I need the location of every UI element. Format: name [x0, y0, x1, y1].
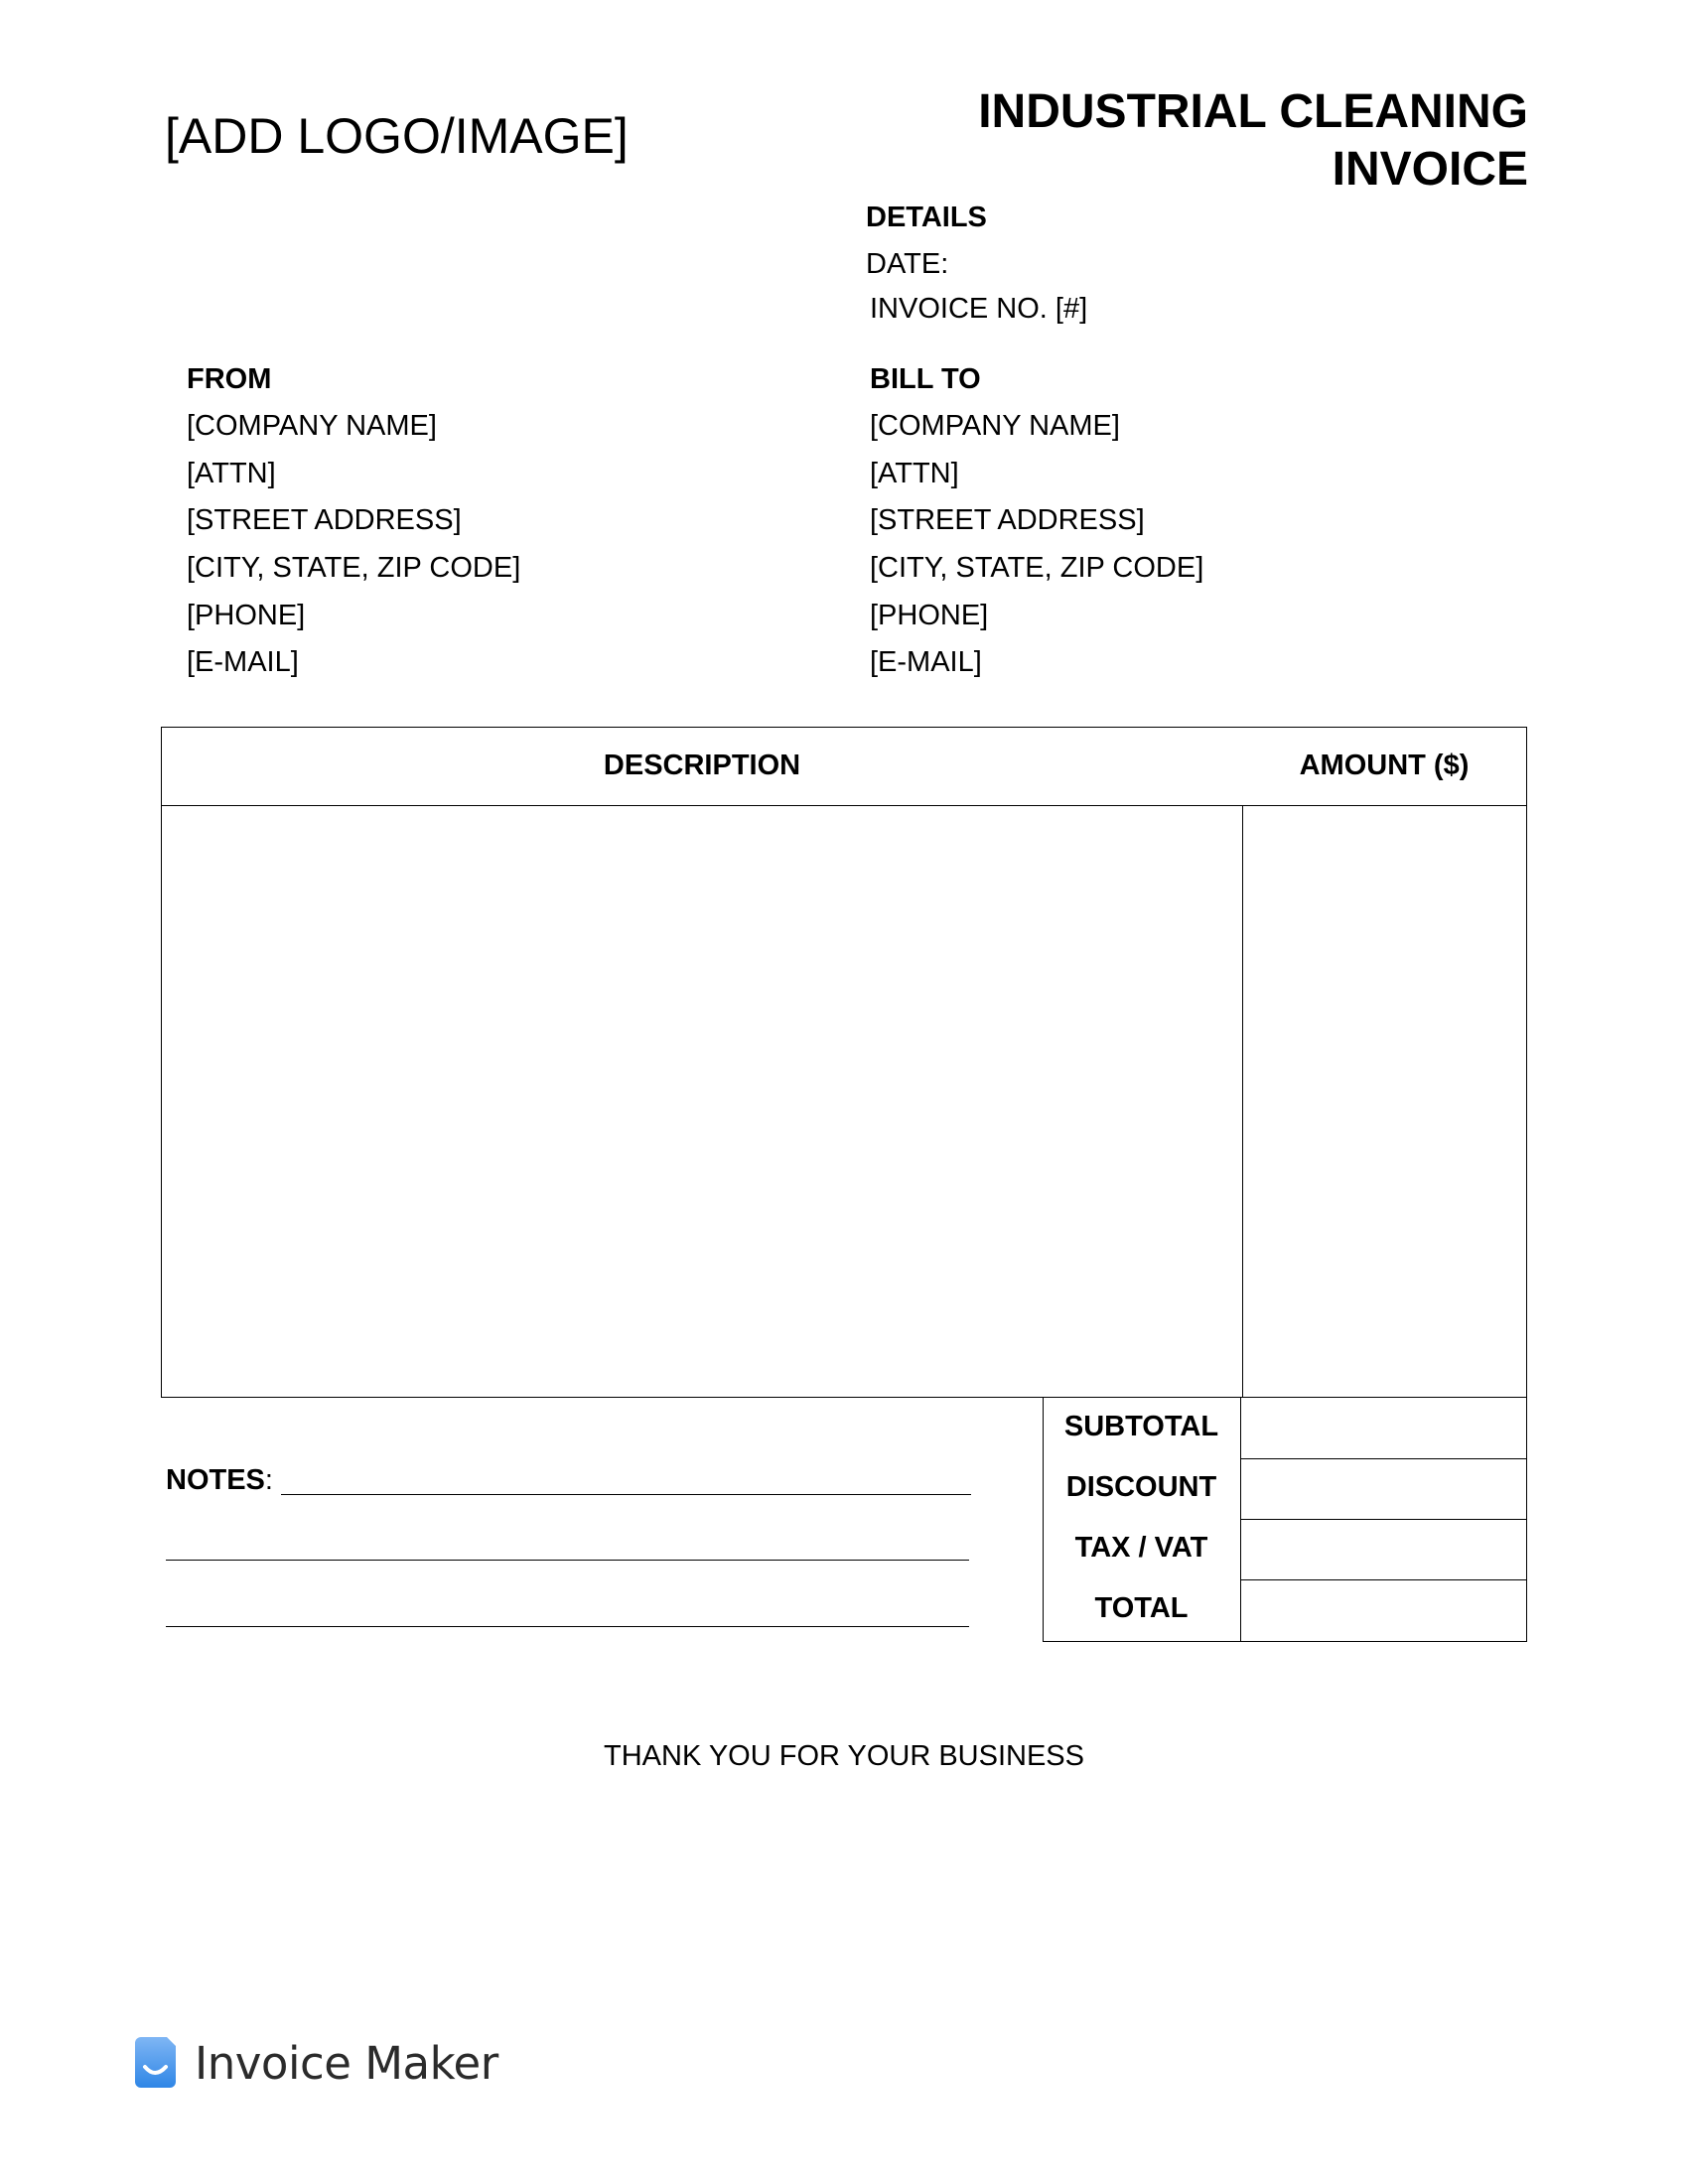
invoice-title-line-2: INVOICE: [1332, 143, 1528, 196]
bill-to-city-state-zip[interactable]: [CITY, STATE, ZIP CODE]: [870, 552, 1204, 584]
description-cell[interactable]: [162, 805, 1242, 1397]
notes-line-1[interactable]: [281, 1494, 971, 1495]
column-divider: [1242, 805, 1243, 1397]
from-street-address[interactable]: [STREET ADDRESS]: [187, 504, 462, 536]
discount-value[interactable]: [1242, 1459, 1527, 1519]
tax-vat-value[interactable]: [1242, 1520, 1527, 1579]
invoice-title-line-1: INDUSTRIAL CLEANING: [978, 85, 1528, 138]
brand-name: Invoice Maker: [195, 2037, 498, 2090]
description-header: DESCRIPTION: [603, 750, 801, 781]
thank-you-message: THANK YOU FOR YOUR BUSINESS: [604, 1740, 1084, 1772]
discount-label: DISCOUNT: [1065, 1471, 1217, 1503]
notes-label-colon: :: [264, 1464, 273, 1496]
line-items-table: [161, 727, 1527, 1398]
bill-to-attn[interactable]: [ATTN]: [870, 458, 959, 489]
total-label: TOTAL: [1094, 1592, 1189, 1624]
logo-placeholder[interactable]: [ADD LOGO/IMAGE]: [165, 108, 629, 164]
from-attn[interactable]: [ATTN]: [187, 458, 276, 489]
subtotal-label: SUBTOTAL: [1063, 1411, 1219, 1442]
date-label[interactable]: DATE:: [866, 248, 949, 280]
bill-to-phone[interactable]: [PHONE]: [870, 600, 989, 631]
notes-line-3[interactable]: [166, 1626, 969, 1627]
from-company-name[interactable]: [COMPANY NAME]: [187, 410, 437, 442]
tax-vat-label: TAX / VAT: [1074, 1532, 1208, 1564]
from-phone[interactable]: [PHONE]: [187, 600, 306, 631]
invoice-number[interactable]: INVOICE NO. [#]: [870, 293, 1088, 325]
total-value[interactable]: [1242, 1580, 1527, 1640]
from-email[interactable]: [E-MAIL]: [187, 646, 299, 678]
bill-to-company-name[interactable]: [COMPANY NAME]: [870, 410, 1120, 442]
notes-label: [166, 1464, 273, 1497]
amount-header: AMOUNT ($): [1299, 750, 1470, 781]
from-heading: FROM: [187, 363, 272, 395]
from-city-state-zip[interactable]: [CITY, STATE, ZIP CODE]: [187, 552, 521, 584]
bill-to-email[interactable]: [E-MAIL]: [870, 646, 982, 678]
invoice-title: [978, 83, 1528, 199]
bill-to-heading: BILL TO: [870, 363, 981, 395]
details-heading: DETAILS: [866, 202, 987, 233]
totals-table: [1043, 1397, 1527, 1642]
bill-to-street-address[interactable]: [STREET ADDRESS]: [870, 504, 1145, 536]
line-items-header-row: [162, 728, 1526, 806]
amount-cell[interactable]: [1244, 805, 1526, 1397]
invoice-maker-logo-icon: [135, 2037, 176, 2088]
subtotal-value[interactable]: [1242, 1397, 1527, 1458]
notes-label-text: NOTES: [166, 1464, 265, 1496]
notes-line-2[interactable]: [166, 1560, 969, 1561]
